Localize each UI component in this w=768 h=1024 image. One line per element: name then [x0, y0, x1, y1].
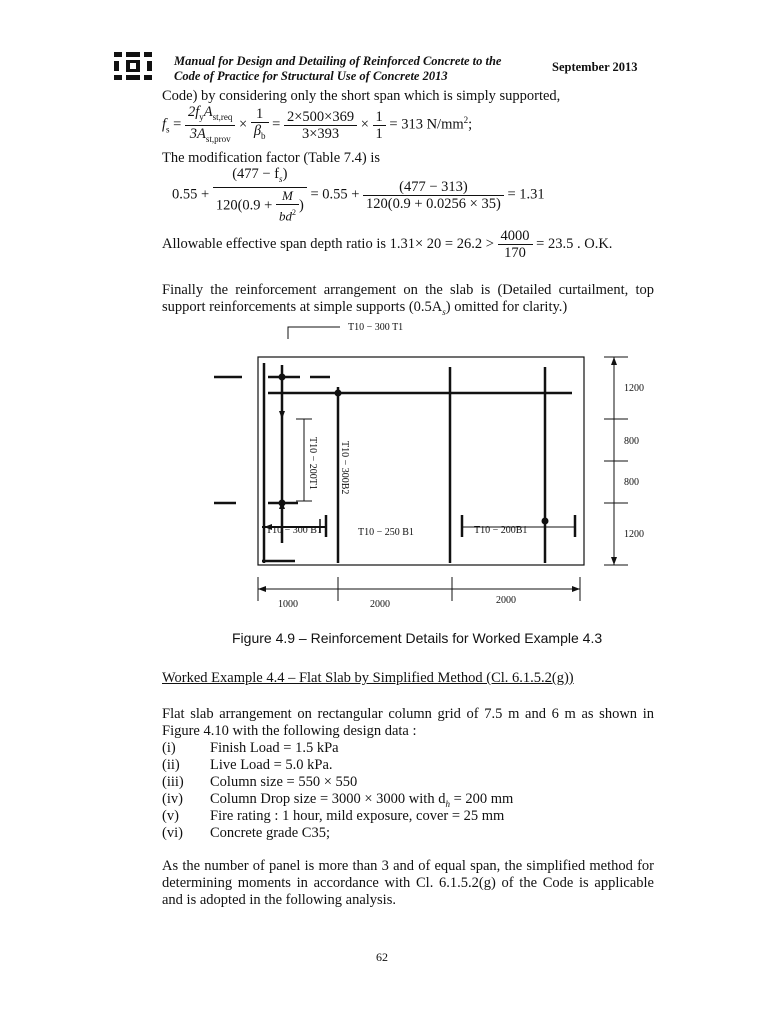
label-vertical-1: T10 − 200T1 [307, 437, 318, 490]
list-item: (i) Finish Load = 1.5 kPa [162, 740, 339, 756]
dim-right-1: 1200 [624, 383, 644, 394]
dim-bottom-3: 2000 [496, 595, 516, 606]
label-bottom-2: T10 − 250 B1 [358, 527, 414, 538]
dim-bottom-2: 2000 [370, 599, 390, 610]
dim-right-4: 1200 [624, 529, 644, 540]
list-item: (vi) Concrete grade C35; [162, 825, 330, 841]
header-title-line2: Code of Practice for Structural Use of Concrete 2013 [174, 69, 448, 83]
modification-intro: The modification factor (Table 7.4) is [162, 150, 381, 166]
bar-dot-2 [335, 390, 342, 397]
arrow-head-1 [279, 411, 285, 419]
paragraph-simplified-method: As the number of panel is more than 3 and of equal span, the simplified method for determining moments in accordance with Cl. 6.1.5.2(g) of the Code is applicable and is adopted in the following analysis. [162, 858, 654, 908]
paragraph-flat-slab: Flat slab arrangement on rectangular column grid of 7.5 m and 6 m as shown in Figure 4.10 with the following design data : [162, 706, 654, 739]
equation-span-depth: Allowable effective span depth ratio is 1.31× 20 = 26.2 > $\frac{4000}{170}$ = 23.5 . O.K. [162, 228, 613, 261]
dim-right-2: 800 [624, 436, 639, 447]
reinforcement-figure [0, 315, 768, 620]
dim-right-3: 800 [624, 477, 639, 488]
section-title: Worked Example 4.4 – Flat Slab by Simplified Method (Cl. 6.1.5.2(g)) [162, 670, 574, 686]
figure-caption: Figure 4.9 – Reinforcement Details for Worked Example 4.3 [232, 630, 603, 646]
header-title-line1: Manual for Design and Detailing of Reinforced Concrete to the [174, 54, 502, 68]
paragraph-reinforcement: Finally the reinforcement arrangement on the slab is (Detailed curtailment, top support reinforcements at simple supports $(0.5A_s)$ omitted for clarity.) [162, 282, 654, 317]
list-item: (ii) Live Load = 5.0 kPa. [162, 757, 333, 773]
label-bottom-1: T10 − 300 B1 [266, 525, 322, 536]
equation-fs: $f_s$ = $\frac{2f_yA_{st,req}}{3A_{st,prov}}$ × $\frac{1}{\beta_b}$ = $\frac{2\times 500\times 369}{3\times 393}$ × $\frac{1}{1}$ = 313 $N/mm^2$; [162, 104, 473, 144]
header-date: September 2013 [552, 60, 638, 74]
label-bottom-3: T10 − 200B1 [474, 525, 528, 536]
intro-line: Code) by considering only the short span which is simply supported, [162, 88, 561, 104]
header-title [174, 54, 501, 84]
page-number: 62 [376, 950, 388, 964]
dim-bottom-1: 1000 [278, 599, 298, 610]
label-vertical-2: T10 − 300B2 [339, 441, 350, 495]
building-logo-icon [112, 50, 154, 82]
list-item: (v) Fire rating : 1 hour, mild exposure, cover = 25 mm [162, 808, 505, 824]
top-label-leader [288, 327, 340, 339]
bar-dot-1 [279, 374, 286, 381]
bar-dot-4 [542, 518, 549, 525]
list-item: (iv) Column Drop size = 3000 × 3000 with $d_h = 200$ mm [162, 791, 514, 809]
label-top: T10 − 300 T1 [348, 322, 404, 333]
list-item: (iii) Column size = 550 × 550 [162, 774, 358, 790]
equation-modification-factor: 0.55 + $(477 - f_s)$ 120(0.9 + $\frac{M}{bd^2}$ ) = 0.55 + $\frac{(477 - 313)}{120(0.9 + 0.0256 \times 35)}$ = 1.31 [172, 166, 545, 224]
